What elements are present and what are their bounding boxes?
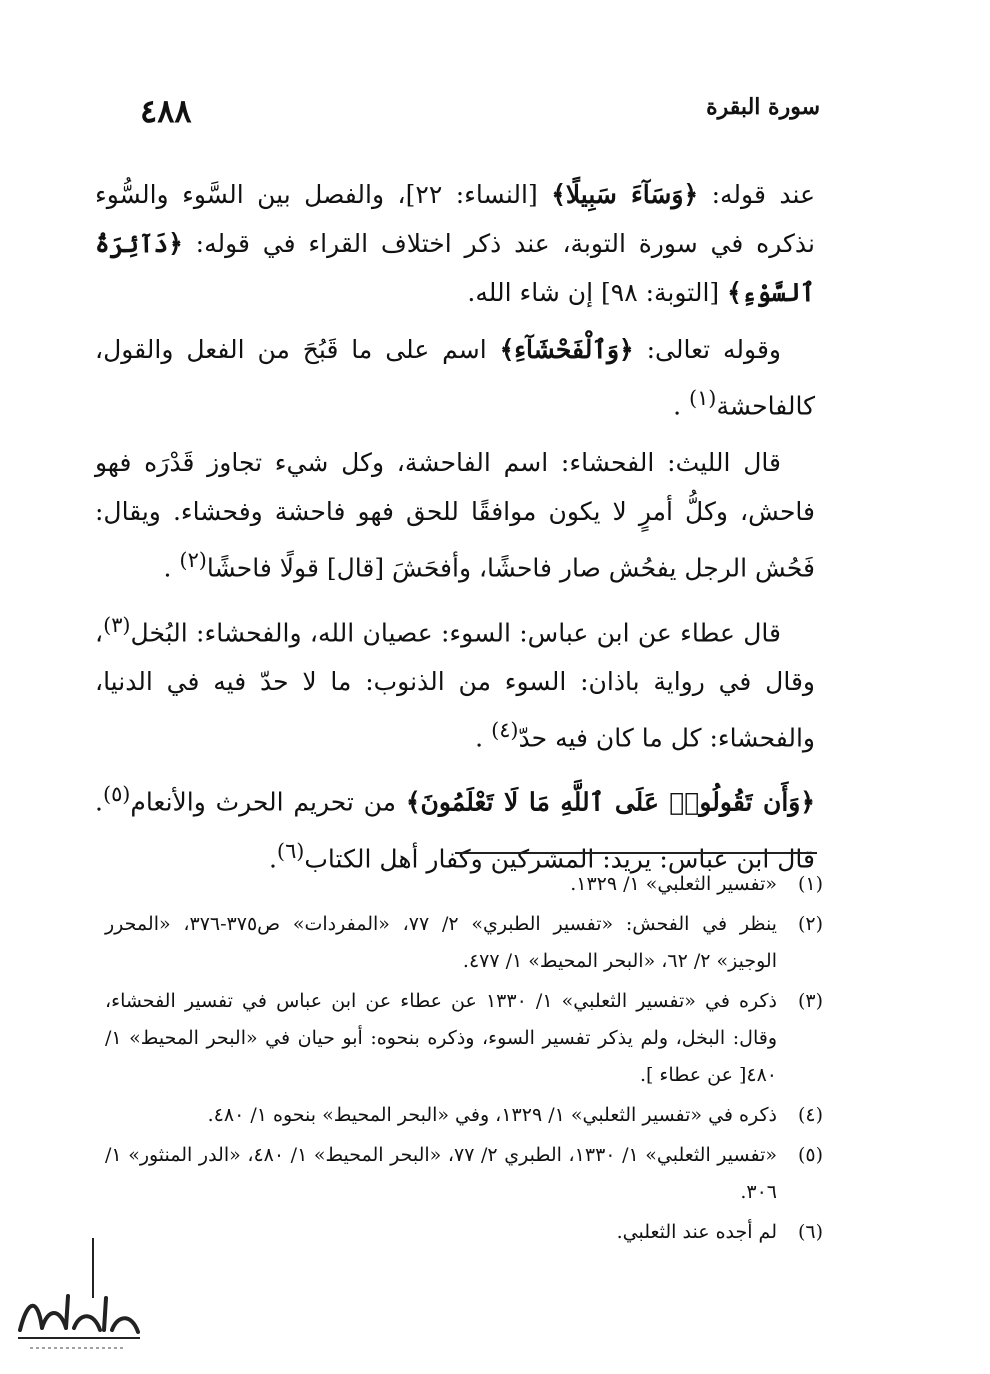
main-text bbox=[95, 170, 815, 891]
footnote-number: (١) bbox=[797, 873, 823, 895]
footnote bbox=[105, 983, 823, 1094]
footnote-number: (٦) bbox=[797, 1221, 823, 1243]
paragraph: وقوله تعالى: ﴿وَٱلْفَحْشَآءِ﴾ اسم على ما قَبُحَ من الفعل والقول، كالفاحشة$^{(١)}$ . bbox=[95, 335, 815, 421]
footnote-ref[interactable]: (٢) bbox=[179, 548, 207, 573]
footnote-ref[interactable]: (٦) bbox=[276, 838, 305, 863]
footnote-number: (٥) bbox=[797, 1144, 823, 1166]
paragraph: ﴿وَأَن تَقُولُوا۟ عَلَى ٱللَّهِ مَا لَا تَعْلَمُونَ﴾ من تحريم الحرث والأنعام$^{(٥)}$. قال ابن عباس: يريد: المشركين وكفار أهل الكتاب$^{(٦)}$. bbox=[95, 782, 816, 873]
footnote-ref[interactable]: (٤) bbox=[491, 717, 519, 742]
surah-title: سورة البقرة bbox=[706, 94, 820, 120]
footnote-ref[interactable]: (١) bbox=[688, 386, 717, 410]
quran-verse: ﴿وَٱلْفَحْشَآءِ﴾ bbox=[499, 335, 634, 364]
footnote bbox=[105, 1097, 823, 1134]
footnotes bbox=[105, 866, 823, 1254]
footnote-number: (٣) bbox=[797, 990, 823, 1012]
page-header bbox=[140, 92, 820, 142]
footnote bbox=[105, 1214, 823, 1251]
footnote-ref[interactable]: (٥) bbox=[102, 782, 131, 807]
footnote-text: ينظر في الفحش: «تفسير الطبري» ٢/ ٧٧، «المفردات» ص٣٧٥-٣٧٦، «المحرر الوجيز» ٢/ ٦٢، «البحر المحيط» ١/ ٤٧٧. bbox=[105, 913, 777, 972]
footnote-text: ذكره في «تفسير الثعلبي» ١/ ١٣٢٩، وفي «البحر المحيط» بنحوه ١/ ٤٨٠. bbox=[207, 1104, 777, 1126]
watermark-logo bbox=[8, 1278, 148, 1358]
quran-verse: ﴿دَآئِرَةُ ٱلسَّوْءِ﴾ bbox=[95, 229, 815, 307]
footnote-number: (٤) bbox=[797, 1104, 823, 1126]
calligraphy-logo-icon bbox=[8, 1278, 148, 1358]
footnote-ref[interactable]: (٣) bbox=[103, 612, 131, 637]
footnote bbox=[105, 1137, 823, 1211]
footnote bbox=[105, 866, 823, 903]
quran-verse: ﴿وَسَآءَ سَبِيلًا﴾ bbox=[551, 180, 699, 209]
footnote-text: «تفسير الثعلبي» ١/ ١٣٢٩. bbox=[570, 873, 777, 895]
footnote-separator bbox=[455, 852, 817, 854]
footnote-text: «تفسير الثعلبي» ١/ ١٣٣٠، الطبري ٢/ ٧٧، «البحر المحيط» ١/ ٤٨٠، «الدر المنثور» ١/ ٣٠٦. bbox=[105, 1144, 777, 1203]
footnote-text: ذكره في «تفسير الثعلبي» ١/ ١٣٣٠ عن عطاء عن ابن عباس في تفسير الفحشاء، وقال: البخل، ولم يذكر تفسير السوء، وذكره بنحوه: أبو حيان في «البحر المحيط» ١/ ٤٨٠[ عن عطاء ]. bbox=[105, 990, 777, 1086]
footnote bbox=[105, 906, 823, 980]
page-number: ٤٨٨ bbox=[140, 92, 192, 130]
paragraph: عند قوله: ﴿وَسَآءَ سَبِيلًا﴾ [النساء: ٢٢]، والفصل بين السَّوء والسُّوء نذكره في سورة التوبة، عند ذكر اختلاف القراء في قوله: ﴿دَآئِرَةُ ٱلسَّوْءِ﴾ [التوبة: ٩٨] إن شاء الله. bbox=[95, 180, 815, 307]
quran-verse: ﴿وَأَن تَقُولُوا۟ عَلَى ٱللَّهِ مَا لَا تَعْلَمُونَ﴾ bbox=[405, 787, 816, 817]
paragraph: قال عطاء عن ابن عباس: السوء: عصيان الله، والفحشاء: البُخل$^{(٣)}$، وقال في رواية باذان: السوء من الذنوب: ما لا حدّ فيه في الدنيا، والفحشاء: كل ما كان فيه حدّ$^{(٤)}$ . bbox=[95, 612, 815, 753]
paragraph: قال الليث: الفحشاء: اسم الفاحشة، وكل شيء تجاوز قَدْرَه فهو فاحش، وكلُّ أمرٍ لا يكون موافقًا للحق فهو فاحشة وفحشاء. ويقال: فَحُش الرجل يفحُش صار فاحشًا، وأفحَشَ [قال] قولًا فاحشًا$^{(٢)}$ . bbox=[95, 448, 815, 583]
footnote-number: (٢) bbox=[797, 913, 823, 935]
footnote-text: لم أجده عند الثعلبي. bbox=[616, 1221, 777, 1243]
